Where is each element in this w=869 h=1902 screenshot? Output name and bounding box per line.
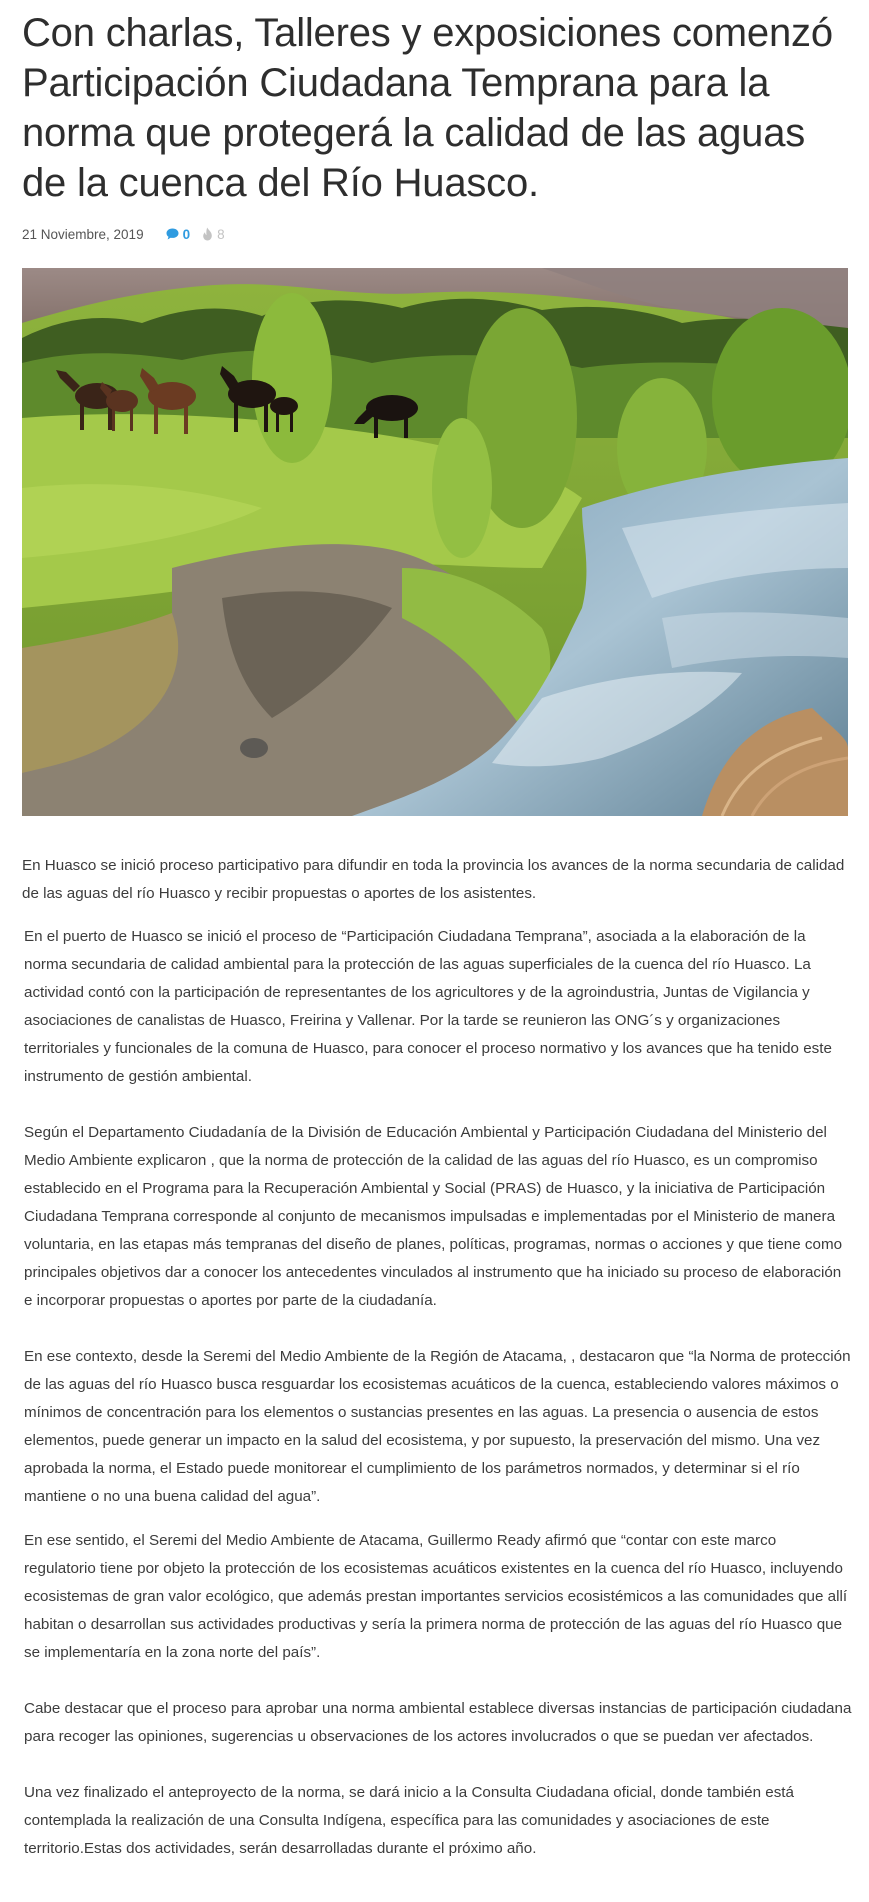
hero-image-river-horses [22,268,848,816]
paragraph-1: En el puerto de Huasco se inició el proceso de “Participación Ciudadana Temprana”, asociada a la elaboración de la norma secundaria de calidad ambiental para la protección de las aguas superficiales de la cuenca del río Huasco. La actividad contó con la participación de representantes de los agricultores y de la agroindustria, Juntas de Vigilancia y asociaciones de canalistas de Huasco, Freirina y Vallenar. Por la tarde se reunieron las ONG´s y organizaciones territoriales y funcionales de la comuna de Huasco, para conocer el proceso normativo y los avances que ha tenido este instrumento de gestión ambiental. [24,928,832,1085]
views-count: 8 [217,226,225,242]
paragraph-6: Una vez finalizado el anteproyecto de la norma, se dará inicio a la Consulta Ciudadana oficial, donde también está contemplada la realización de una Consulta Indígena, específica para las comunidades y asociaciones de este territorio.Estas dos actividades, serán desarrolladas durante el próximo año. [24,1784,794,1857]
paragraph-3: En ese contexto, desde la Seremi del Medio Ambiente de la Región de Atacama, , destacaron que “la Norma de protección de las aguas del río Huasco busca resguardar los ecosistemas acuáticos de la cuenca, estableciendo valores máximos o mínimos de concentración para los elementos o sustancias presentes en las aguas. La presencia o ausencia de estos elementos, puede generar un impacto en la salud del ecosistema, y por supuesto, la preservación del mismo. Una vez aprobada la norma, el Estado puede monitorear el cumplimiento de los parámetros normados, y determinar si el río mantiene o no una buena calidad del agua”. [24,1348,851,1505]
article-title: Con charlas, Talleres y exposiciones comenzó Participación Ciudadana Temprana para la norma que protegerá la calidad de las aguas de la cuenca del Río Huasco. [22,11,833,205]
article-meta [22,224,225,244]
paragraph-lead: En Huasco se inició proceso participativo para difundir en toda la provincia los avances de la norma secundaria de calidad de las aguas del río Huasco y recibir propuestas o aportes de los asistentes. [22,857,845,902]
article-body [22,852,852,1863]
flame-icon [202,227,213,241]
comments-link[interactable] [166,227,191,242]
paragraph-2: Según el Departamento Ciudadanía de la División de Educación Ambiental y Participación Ciudadana del Ministerio del Medio Ambiente explicaron , que la norma de protección de la calidad de las aguas del río Huasco, es un compromiso establecido en el Programa para la Recuperación Ambiental y Social (PRAS) de Huasco, y la iniciativa de Participación Ciudadana Temprana corresponde al conjunto de mecanismos impulsadas e implementadas por el Ministerio de manera voluntaria, en las etapas más tempranas del diseño de planes, políticas, programas, normas o acciones y que tiene como principales objetivos dar a conocer los antecedentes vinculados al instrumento que ha iniciado su proceso de elaboración e incorporar propuestas o aportes por parte de la ciudadanía. [24,1124,843,1309]
paragraph-4: En ese sentido, el Seremi del Medio Ambiente de Atacama, Guillermo Ready afirmó que “contar con este marco regulatorio tiene por objeto la protección de los ecosistemas acuáticos existentes en la cuenca del río Huasco, incluyendo ecosistemas de gran valor ecológico, que además prestan importantes servicios ecosistémicos a las comunidades que allí habitan o desarrollan sus actividades productivas y sería la primera norma de protección de las aguas del río Huasco que se implementaría en la zona norte del país”. [24,1532,848,1661]
publish-date: 21 Noviembre, 2019 [22,226,144,242]
views-counter [202,227,225,242]
river-landscape-illustration [22,268,848,816]
paragraph-5: Cabe destacar que el proceso para aprobar una norma ambiental establece diversas instancias de participación ciudadana para recoger las opiniones, sugerencias u observaciones de los actores involucrados o que se puedan ver afectados. [24,1700,852,1745]
speech-bubble-icon [166,228,179,240]
comments-count: 0 [182,226,191,242]
